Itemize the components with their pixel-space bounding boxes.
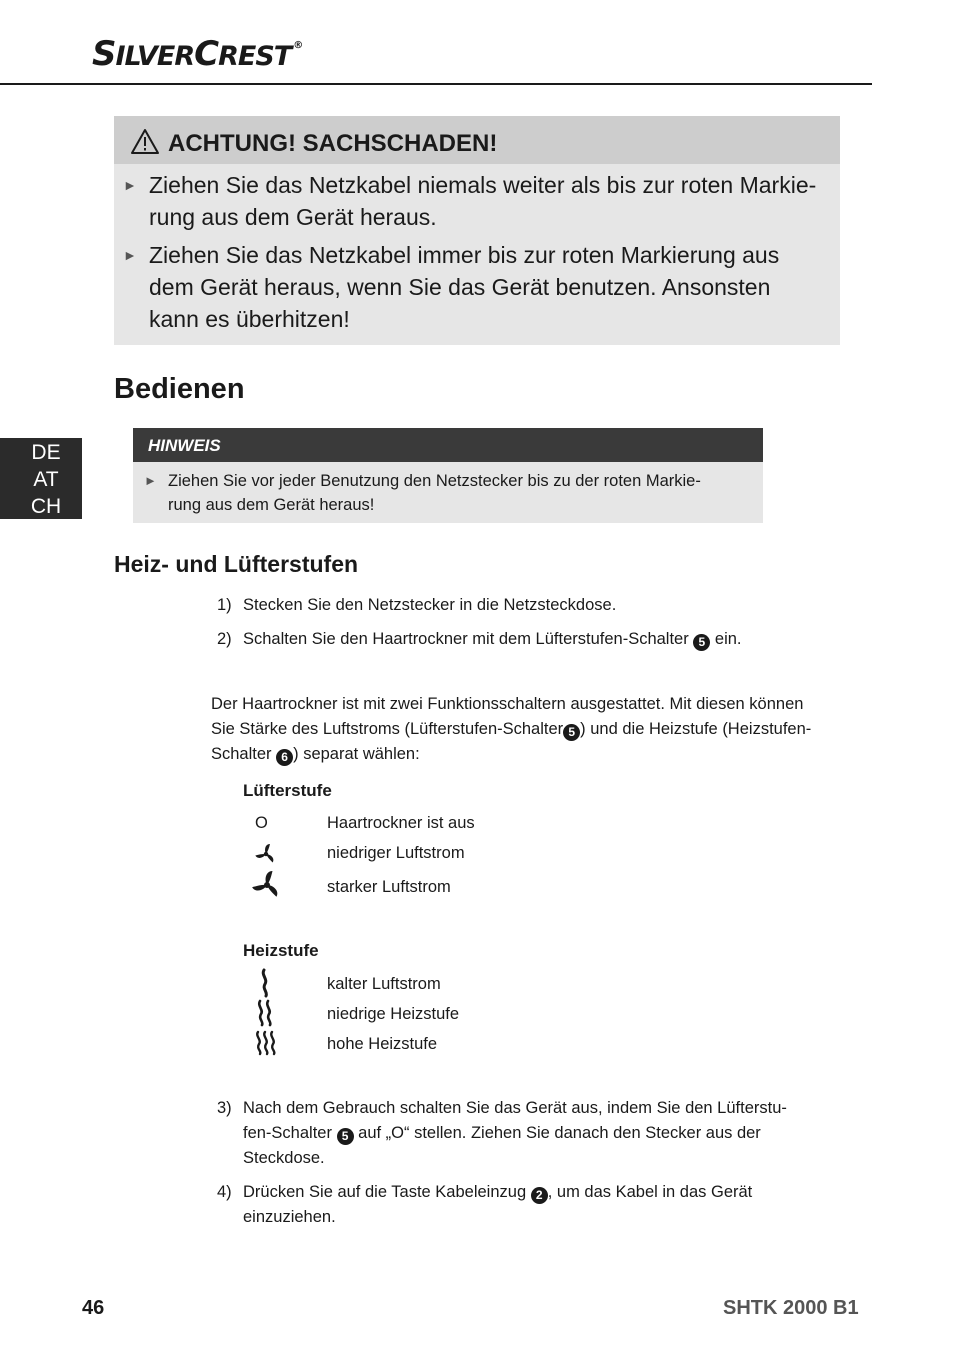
function-paragraph: Der Haartrockner ist mit zwei Funktionsschaltern ausgestattet. Mit diesen können Sie Stärke des Luftstroms (Lüfterstufen-Schalter 5 ) und die Heizstufe (Heizstufen- Schalter 6 ) separat wählen: [211,695,812,764]
heat-level-label: hohe Heizstufe [327,1035,438,1053]
warning-title: ACHTUNG! SACHSCHADEN! [168,130,498,157]
fan-large-icon [251,869,283,901]
subsection-title: Heiz- und Lüfterstufen [114,551,359,577]
warning-item: ► Ziehen Sie das Netzkabel immer bis zur roten Markierung aus dem Gerät heraus, wenn Sie das Gerät benutzen. Ansonsten kann es überhitzen! [149,239,829,335]
bullet-arrow-icon: ► [123,177,137,193]
brand-logo: SILVERCREST ® [92,34,303,74]
heat-3-waves-icon [254,1030,278,1056]
header-rule [0,83,872,85]
ref-number-badge: 5 [337,1128,354,1145]
ref-number-badge: 2 [531,1187,548,1204]
step-item: 1) Stecken Sie den Netzstecker in die Netzsteckdose. [217,596,617,614]
step-item: 2) Schalten Sie den Haartrockner mit dem Lüfterstufen-Schalter 5 ein. [217,630,742,649]
note-header [133,428,763,462]
ref-number-badge: 6 [276,749,293,766]
heat-1-wave-icon [258,968,272,998]
section-title: Bedienen [114,373,245,405]
ref-number-badge: 5 [563,724,580,741]
step-item: 4) Drücken Sie auf die Taste Kabeleinzug 2 , um das Kabel in das Gerät einzuziehen. [217,1183,753,1226]
heat-level-label: niedrige Heizstufe [327,1005,460,1023]
bullet-arrow-icon: ► [144,473,157,488]
heat-levels-title: Heizstufe [243,941,319,960]
bullet-arrow-icon: ► [123,247,137,263]
warning-triangle-icon [130,128,160,155]
ref-number-badge: 5 [693,634,710,651]
note-text: ► Ziehen Sie vor jeder Benutzung den Netzstecker bis zu der roten Markie- rung aus dem Gerät heraus! [168,469,758,517]
heat-level-label: kalter Luftstrom [327,975,441,993]
off-circle-icon: O [255,814,268,832]
page-number: 46 [82,1297,105,1319]
note-title: HINWEIS [148,436,221,455]
fan-small-icon [254,842,278,866]
fan-level-label: Haartrockner ist aus [327,814,475,832]
fan-level-label: starker Luftstrom [327,878,451,896]
warning-item: ► Ziehen Sie das Netzkabel niemals weiter als bis zur roten Markie- rung aus dem Gerät heraus. [149,169,829,233]
step-item: 3) Nach dem Gebrauch schalten Sie das Gerät aus, indem Sie den Lüfterstu- fen-Schalter 5 auf „O“ stellen. Ziehen Sie danach den Stecker aus der Steckdose. [217,1099,787,1167]
heat-2-waves-icon [255,999,275,1027]
fan-level-label: niedriger Luftstrom [327,844,465,862]
model-number: SHTK 2000 B1 [723,1297,859,1319]
language-tab: DE AT CH [0,438,82,519]
fan-levels-title: Lüfterstufe [243,781,332,800]
